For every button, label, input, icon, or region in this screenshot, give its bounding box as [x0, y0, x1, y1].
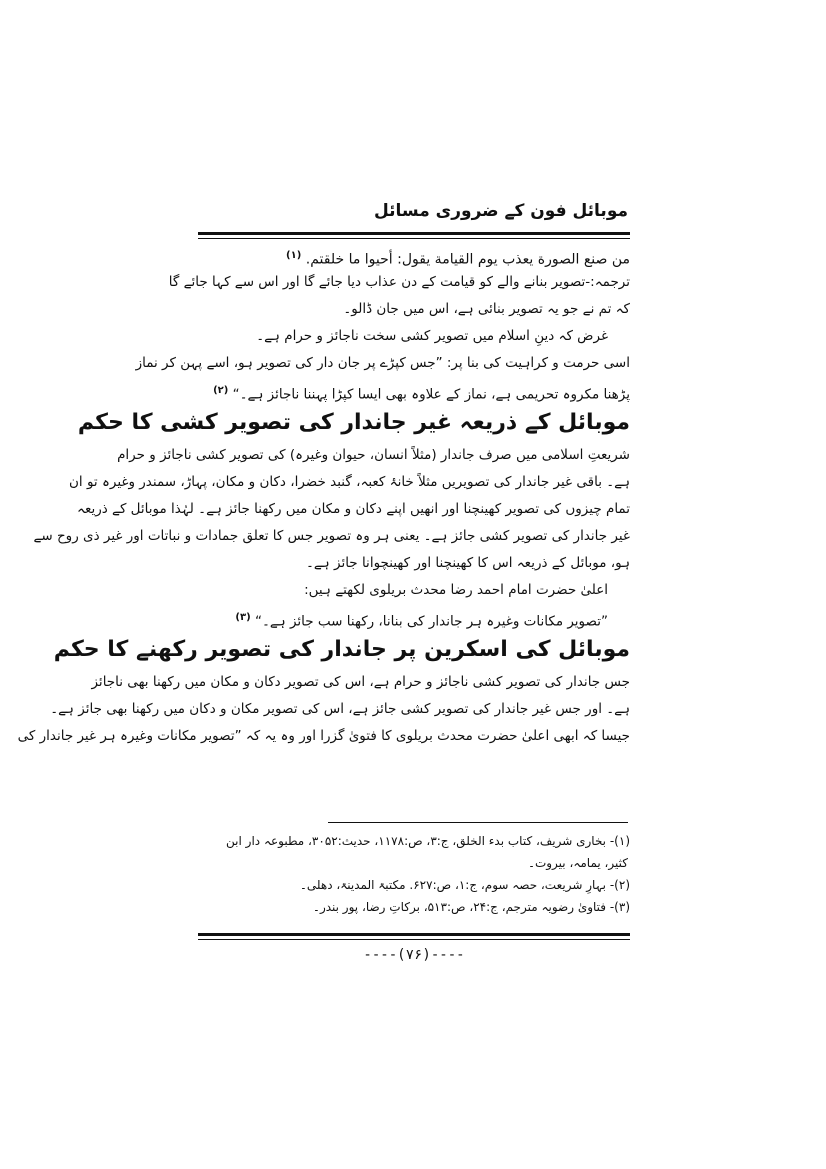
paragraph-line: ترجمہ:-تصویر بنانے والے کو قیامت کے دن عذاب دیا جائے گا اور اس سے کہا جائے گا: [168, 274, 630, 290]
paragraph-line: اسی حرمت و کراہیت کی بنا پر: ”جس کپڑے پر جان دار کی تصویر ہو، اسے پہن کر نماز: [135, 355, 630, 371]
footnotes: [192, 830, 630, 918]
main-text: [17, 242, 630, 750]
footnote-3: (۳)- فتاویٰ رضویہ مترجم، ج:۲۴، ص:۵۱۳، برکاتِ رضا، پور بندر۔: [312, 900, 630, 914]
footnote-1: (۱)- بخاری شریف، کتاب بدء الخلق، ج:۳، ص:۱۱۷۸، حدیث:۳۰۵۲، مطبوعہ دار ابن: [226, 834, 630, 848]
paragraph-line: اعلیٰ حضرت امام احمد رضا محدث بریلوی لکھتے ہیں:: [304, 582, 608, 598]
paragraph-line: تمام چیزوں کی تصویر کھینچنا اور انھیں اپنے دکان و مکان میں رکھنا جائز ہے۔ لہٰذا موبائل کے ذریعہ: [77, 501, 630, 517]
footnote-separator: [328, 822, 628, 823]
paragraph-line-with-ref: [192, 377, 630, 404]
running-header: موبائل فون کے ضروری مسائل: [373, 201, 628, 221]
footnote-2: (۲)- بہارِ شریعت، حصہ سوم، ج:۱، ص:۶۲۷. مکتبۃ المدینۃ، دھلی۔: [299, 878, 630, 892]
paragraph-line: جس جاندار کی تصویر کشی ناجائز و حرام ہے، اس کی تصویر دکان و مکان میں رکھنا بھی ناجائز: [91, 674, 630, 690]
footnote-1-continued: کثیر، یمامہ، بیروت۔: [527, 856, 628, 870]
section-heading-2: موبائل کی اسکرین پر جاندار کی تصویر رکھنے کا حکم: [53, 637, 630, 662]
paragraph-line: جیسا کہ ابھی اعلیٰ حضرت محدث بریلوی کا فتویٰ گزرا اور وہ یہ کہ ”تصویر مکانات وغیرہ ہر غیر جاندار کی: [17, 728, 630, 744]
footer-rule-thin: [198, 939, 630, 940]
paragraph-line: ہو، موبائل کے ذریعہ اس کا کھینچنا اور کھینچوانا جائز ہے۔: [305, 555, 630, 571]
paragraph-line: ہے۔ باقی غیر جاندار کی تصویریں مثلاً خانۂ کعبہ، گنبد خضرا، دکان و مکان، پہاڑ، سمندر وغیرہ تو ان: [68, 474, 630, 490]
paragraph-line: کہ تم نے جو یہ تصویر بنائی ہے، اس میں جان ڈالو۔: [343, 301, 630, 317]
footnote-ref-2: (۲): [213, 385, 229, 396]
paragraph-text: پڑھنا مکروہ تحریمی ہے، نماز کے علاوہ بھی ایسا کپڑا پہننا ناجائز ہے۔“: [232, 386, 630, 403]
footer-rule-thick: [198, 933, 630, 936]
section-heading-1: موبائل کے ذریعہ غیر جاندار کی تصویر کشی کا حکم: [77, 410, 630, 435]
quote-text: ”تصویر مکانات وغیرہ ہر جاندار کی بنانا، رکھنا سب جائز ہے۔“: [254, 613, 608, 630]
page-number: ----(۷۶)----: [363, 947, 465, 963]
paragraph-line: غرض کہ دینِ اسلام میں تصویر کشی سخت ناجائز و حرام ہے۔: [256, 328, 608, 344]
footnote-ref-1: (۱): [286, 250, 302, 261]
arabic-hadith-text: من صنع الصورة يعذب يوم القيامة يقول: أحيوا ما خلقتم.: [305, 251, 630, 268]
header-rule-thick: [198, 232, 630, 235]
footnote-ref-3: (۳): [235, 612, 251, 623]
paragraph-line: غیر جاندار کی تصویر کشی جائز ہے۔ یعنی ہر وہ تصویر جس کا تعلق جمادات و نباتات اور غیر ذی روح سے: [33, 528, 630, 544]
paragraph-line: ہے۔ اور جس غیر جاندار کی تصویر کشی جائز ہے، اس کی تصویر مکان و دکان میں رکھنا بھی جائز ہے۔: [50, 701, 630, 717]
arabic-hadith-line: [192, 242, 630, 269]
header-rule-thin: [198, 238, 630, 239]
paragraph-line: شریعتِ اسلامی میں صرف جاندار (مثلاً انسان، حیوان وغیرہ) کی تصویر کشی ناجائز و حرام: [117, 447, 630, 463]
quote-line-with-ref: [192, 604, 630, 631]
